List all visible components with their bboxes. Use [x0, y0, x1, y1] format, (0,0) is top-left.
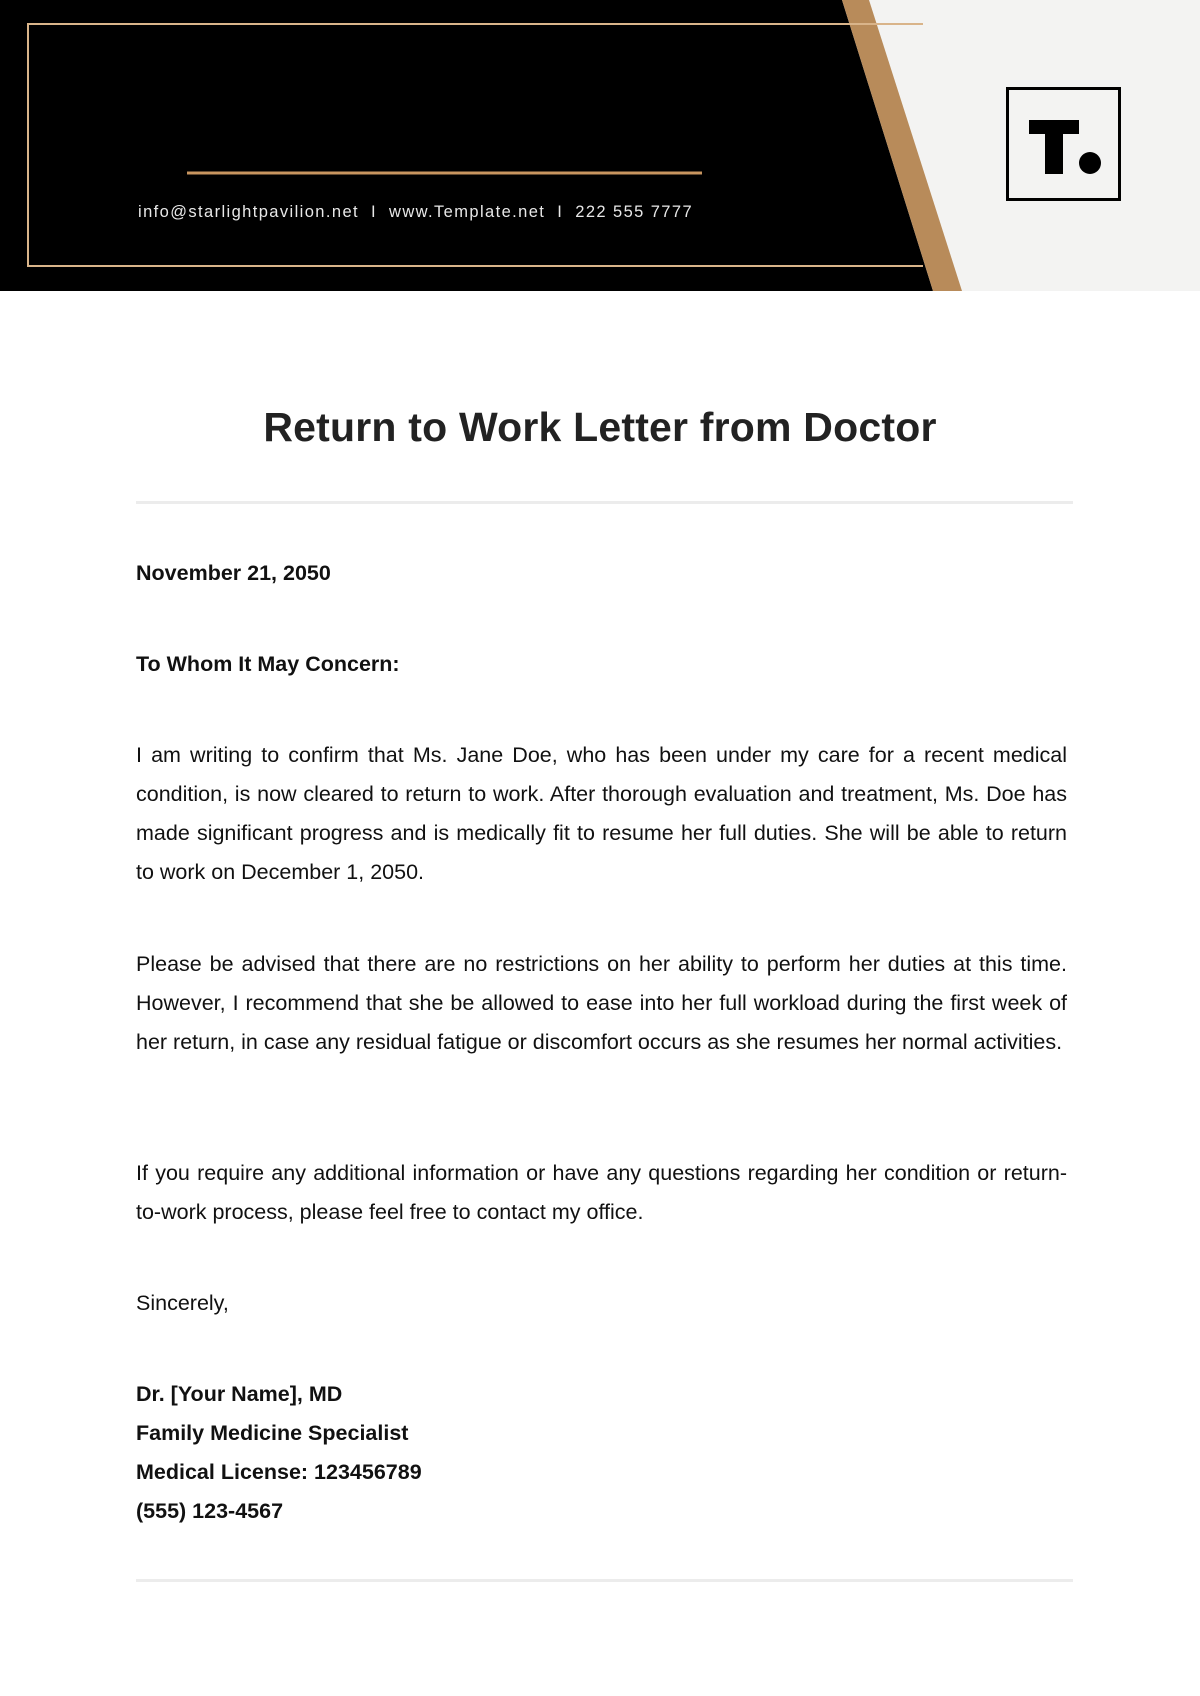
letter-date: November 21, 2050 — [136, 561, 331, 585]
letterhead — [0, 0, 1200, 291]
paragraph-3: If you require any additional information or have any questions regarding her condition or return-to-work process, please feel free to contact my office. — [136, 1161, 1067, 1224]
title-divider — [136, 501, 1073, 504]
paragraph-2: Please be advised that there are no restrictions on her ability to perform her duties at this time. However, I recommend that she be allowed to ease into her full workload during the first week of her return, in case any residual fatigue or discomfort occurs as she resumes her normal activities. — [136, 952, 1067, 1054]
separator: I — [371, 203, 377, 221]
contact-email[interactable]: info@starlightpavilion.net — [138, 203, 360, 221]
salutation: To Whom It May Concern: — [136, 652, 400, 676]
signature-name: Dr. [Your Name], MD — [136, 1382, 343, 1406]
footer-divider — [136, 1579, 1073, 1582]
document-title: Return to Work Letter from Doctor — [263, 404, 937, 450]
signature-license: Medical License: 123456789 — [136, 1460, 422, 1484]
contact-website[interactable]: www.Template.net — [389, 203, 546, 221]
closing: Sincerely, — [136, 1291, 229, 1315]
paragraph-1: I am writing to confirm that Ms. Jane Doe, who has been under my care for a recent medical condition, is now cleared to return to work. After thorough evaluation and treatment, Ms. Doe has made significant progress and is medically fit to resume her full duties. She will be able to return to work on December 1, 2050. — [136, 743, 1067, 884]
contact-line — [138, 203, 693, 222]
logo-t-bar — [1029, 120, 1079, 134]
logo-dot — [1079, 152, 1101, 174]
logo-t-stem — [1045, 134, 1063, 174]
black-panel — [0, 0, 933, 291]
separator: I — [557, 203, 564, 221]
signature-phone: (555) 123-4567 — [136, 1499, 284, 1523]
contact-phone: 222 555 7777 — [575, 203, 694, 221]
signature-title: Family Medicine Specialist — [136, 1421, 409, 1445]
template-t-logo-icon — [1006, 87, 1121, 201]
signature-block — [136, 1375, 1067, 1531]
